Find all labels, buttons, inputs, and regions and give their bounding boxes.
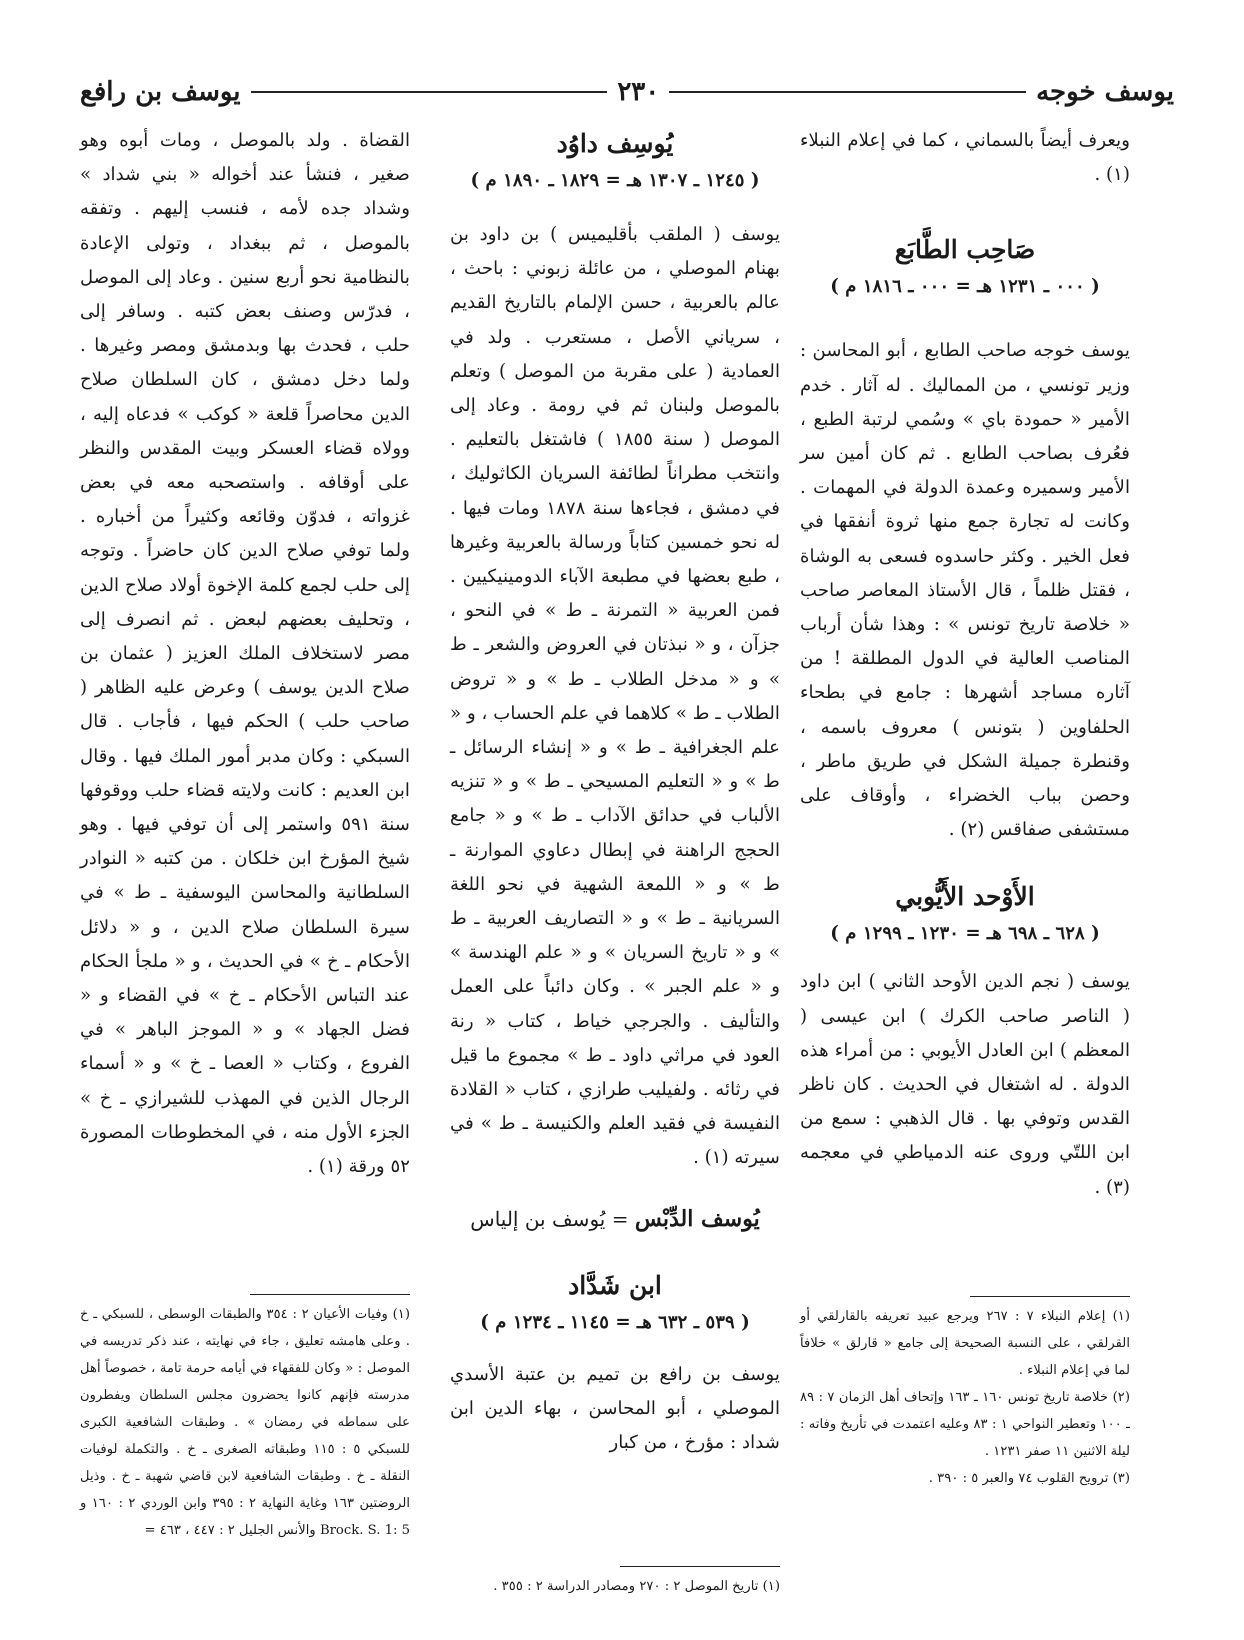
entry-heading: يُوسِف داوُد	[556, 129, 674, 158]
right-footnotes	[800, 1296, 1130, 1492]
header-left-title: يوسف بن رافع	[79, 77, 241, 107]
header-rule-right	[669, 91, 1026, 93]
header-rule-left	[251, 91, 608, 93]
entry-body: يوسف ( الملقب بأقليميس ) بن داود بن بهنام الموصلي ، من عائلة زبوني : باحث ، عالم بالعربية ، حسن الإلمام بالتاريخ القديم ، سرياني الأصل ، مستعرب . ولد في العمادية ( على مقربة من الموصل ) وتعلم بالموصل ولبنان ثم في رومة . وعاد إلى الموصل ( سنة ١٨٥٥ ) فاشتغل بالتعليم . وانتخب مطراناً لطائفة السريان الكاثوليك ، في دمشق ، فجاءها سنة ١٨٧٨ ومات فيها . له نحو خمسين كتاباً ورسالة بالعربية وغيرها ، طبع بعضها في مطبعة الآباء الدومينيكيين . فمن العربية « التمرنة ـ ط » في النحو ، جزآن ، و « نبذتان في العروض والشعر ـ ط » و « مدخل الطلاب ـ ط » و « تروض الطلاب ـ ط » كلاهما في علم الحساب ، و « علم الجغرافية ـ ط » و « إنشاء الرسائل ـ ط » و « التعليم المسيحي ـ ط » و « تنزيه الألباب في حدائق الآداب ـ ط » و « جامع الحجج الراهنة في إبطال دعاوي الموارنة ـ ط » و « اللمعة الشهية في نحو اللغة السريانية ـ ط » و « التصاريف العربية ـ ط » و « تاريخ السريان » و « علم الهندسة » و « علم الجبر » . وكان دائباً على العمل والتأليف . والجرجي خياط ، كتاب « رنة العود في مراثي داود ـ ط » مجموع ما قيل في رثائه . ولفيليب طرازي ، كتاب « القلادة النفيسة في فقيد العلم والكنيسة ـ ط » في سيرته (١) .	[450, 224, 781, 1169]
entry-body: يوسف بن رافع بن تميم بن عتبة الأسدي الموصلي ، أبو المحاسن ، بهاء الدين ابن شداد : مؤرخ ، من كبار	[450, 1363, 780, 1454]
cross-reference-target: يُوسف بن إلياس	[470, 1206, 606, 1231]
middle-column	[450, 124, 780, 1460]
entry-dates: ( ٥٣٩ ـ ٦٣٢ هـ = ١١٤٥ ـ ١٢٣٤ م )	[480, 1311, 750, 1333]
entry-dates: ( ٠٠٠ ـ ١٢٣١ هـ = ٠٠٠ ـ ١٨١٦ م )	[830, 276, 1100, 298]
entry-heading: ابن شَدَّاد	[568, 1270, 662, 1300]
entry-body: يوسف ( نجم الدين الأوحد الثاني ) ابن داود ( الناصر صاحب الكرك ) ابن عيسى ( المعظم ) ابن العادل الأيوبي : من أمراء هذه الدولة . له اشتغال في الحديث . كان ناظر القدس وتوفي بها . قال الذهبي : سمع من ابن اللتّي وروى عنه الدمياطي في معجمه (٣) .	[800, 971, 1130, 1198]
continued-paragraph: ويعرف أيضاً بالسماني ، كما في إعلام النبلاء (١) .	[800, 130, 1130, 186]
entry-dates: ( ٦٢٨ ـ ٦٩٨ هـ = ١٢٣٠ ـ ١٢٩٩ م )	[830, 923, 1100, 945]
footnote: (١) تاريخ الموصل ٢ : ٢٧٠ ومصادر الدراسة ٢ : ٣٥٥ .	[493, 1579, 780, 1594]
cross-reference	[450, 1200, 780, 1238]
running-header	[80, 70, 1174, 114]
footnote-rule	[250, 1294, 410, 1295]
left-column	[80, 124, 410, 1184]
left-footnotes	[80, 1294, 410, 1544]
cross-reference-sign: =	[611, 1206, 629, 1231]
entry-heading: صَاحِب الطَّابَع	[894, 235, 1036, 265]
continued-paragraph: القضاة . ولد بالموصل ، ومات أبوه وهو صغير ، فنشأ عند أخواله « بني شداد » وشداد جده لأمه ، فنسب إليهم . وتفقه بالموصل ، ثم ببغداد ، وتولى الإعادة بالنظامية نحو أربع سنين . وعاد إلى الموصل ، فدرّس وصنف بعض كتبه . وسافر إلى حلب ، فحدث بها وبدمشق ومصر وغيرها . ولما دخل دمشق ، كان السلطان صلاح الدين محاصراً قلعة « كوكب » فدعاه إليه ، وولاه قضاء العسكر وبيت المقدس والنظر على أوقافه . واستصحبه معه في بعض غزواته ، فدوّن وقائعه وكثيراً من أخباره . ولما توفي صلاح الدين كان حاضراً . وتوجه إلى حلب لجمع كلمة الإخوة أولاد صلاح الدين ، وتحليف بعضهم لبعض . ثم انصرف إلى مصر لاستخلاف الملك العزيز ( عثمان بن صلاح الدين يوسف ) وعرض عليه الظاهر ( صاحب حلب ) الحكم فيها ، فأجاب . قال السبكي : وكان مدبر أمور الملك فيها . وقال ابن العديم : كانت ولايته قضاء حلب ووقوفها سنة ٥٩١ واستمر إلى أن توفي فيها . وهو شيخ المؤرخ ابن خلكان . من كتبه « النوادر السلطانية والمحاسن اليوسفية ـ ط » في سيرة السلطان صلاح الدين ، و « دلائل الأحكام ـ خ » في الحديث ، و « ملجأ الحكام عند التباس الأحكام ـ خ » في القضاء و « فضل الجهاد » و « الموجز الباهر » في الفروع ، وكتاب « العصا ـ خ » و « أسماء الرجال الذين في المهذب للشيرازي ـ خ » الجزء الأول منه ، في المخطوطات المصورة ٥٢ ورقة (١) .	[80, 130, 411, 1178]
footnote: (٣) ترويح القلوب ٧٤ والعبر ٥ : ٣٩٠ .	[928, 1471, 1130, 1486]
entry-dates: ( ١٢٤٥ ـ ١٣٠٧ هـ = ١٨٢٩ ـ ١٨٩٠ م )	[470, 170, 760, 191]
cross-reference-name: يُوسف الدِّبْس	[634, 1205, 760, 1232]
footnote-rule	[620, 1566, 780, 1567]
entry-body: يوسف خوجه صاحب الطابع ، أبو المحاسن : وزير تونسي ، من المماليك . له آثار . خدم الأمير « حمودة باي » وسُمي لرتبة الطبع ، فعُرف بصاحب الطابع . ثم كان أمين سر الأمير وسميره وعمدة الدولة في المهمات . وكانت له تجارة جمع منها ثروة أنفقها في فعل الخير . وكثر حاسدوه فسعى به الوشاة ، فقتل ظلماً ، قال الأستاذ المعاصر صاحب « خلاصة تاريخ تونس » : وهذا شأن أرباب المناصب العالية في الدول المطلقة ! من آثاره مساجد أشهرها : جامع في بطحاء الحلفاوين ( بتونس ) معروف باسمه ، وقنطرة جميلة الشكل في طريق ماطر ، وحصن بباب الخضراء ، وأوقاف على مستشفى صفاقس (٢) .	[800, 340, 1130, 841]
footnote: (٢) خلاصة تاريخ تونس ١٦٠ ـ ١٦٣ وإتحاف أهل الزمان ٧ : ٨٩ ـ ١٠٠ وتعطير النواحي ١ : ٨٣ وعليه اعتمدت في تأريخ وفاته : ليلة الاثنين ١١ صفر ١٢٣١ .	[800, 1390, 1130, 1459]
entry-heading: الأَوْحد الأَيُّوبي	[895, 882, 1035, 912]
right-column	[800, 124, 1130, 1205]
footnote: (١) وفيات الأعيان ٢ : ٣٥٤ والطبقات الوسطى ، للسبكي ـ خ . وعلى هامشه تعليق ، جاء في نهايته ، عند ذكر تدريسه في الموصل : « وكان للفقهاء في أيامه حرمة تامة ، خصوصاً أهل مدرسته فإنهم كانوا يحضرون مجلس السلطان ويفطرون على سماطه في رمضان » . وطبقات الشافعية الكبرى للسبكي ٥ : ١١٥ وطبقاته الصغرى ـ خ . والتكملة لوفيات النقلة ـ خ . وطبقات الشافعية لابن قاضي شهبة ـ خ . وذيل الروضتين ١٦٣ وغاية النهاية ٢ : ٣٩٥ وابن الوردي ٢ : ١٦٠ و Brock. S. 1: 5 والأنس الجليل ٢ : ٤٤٧ ، ٤٦٣ =	[80, 1307, 411, 1538]
footnote-rule	[970, 1296, 1130, 1297]
header-right-title: يوسف خوجه	[1036, 77, 1174, 107]
middle-footnotes	[450, 1566, 780, 1600]
footnote: (١) إعلام النبلاء ٧ : ٢٦٧ ويرجع عبيد تعريفه بالقارلقي أو القرلقي ، على النسبة الصحيحة إلى جامع « قارلق » خلافاً لما في إعلام النبلاء .	[800, 1309, 1131, 1378]
page-number: ٢٣٠	[617, 77, 660, 107]
